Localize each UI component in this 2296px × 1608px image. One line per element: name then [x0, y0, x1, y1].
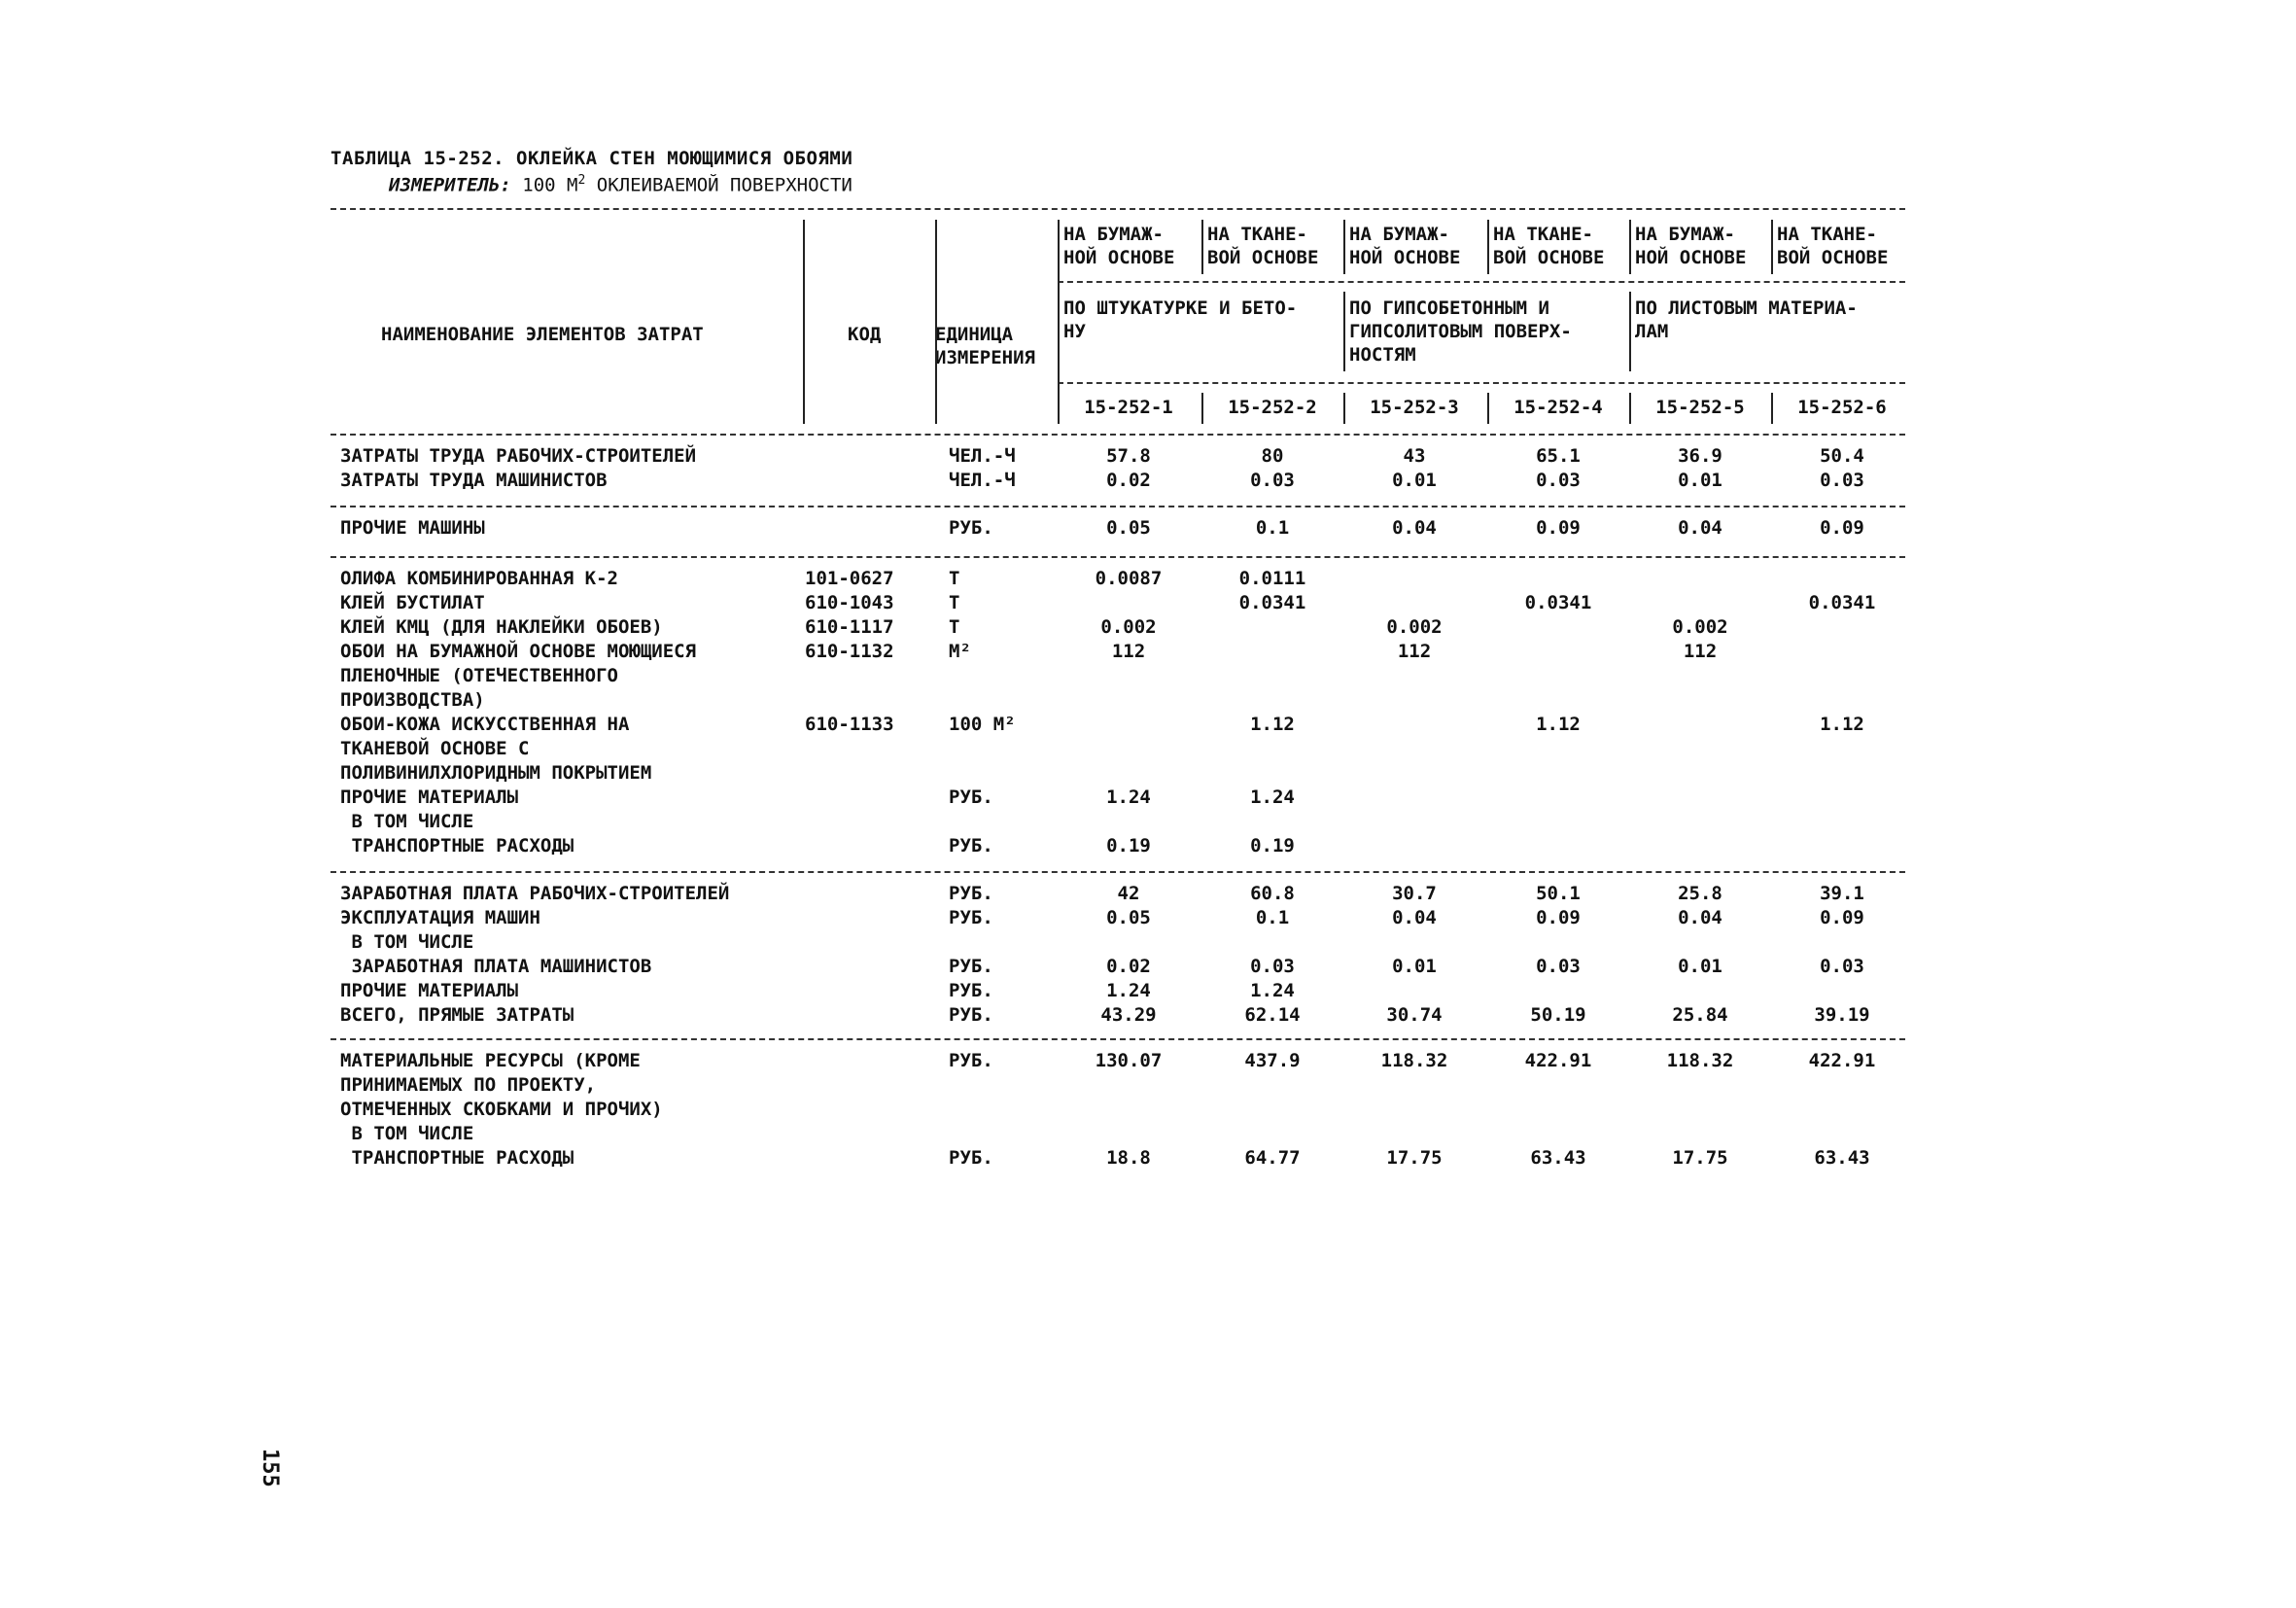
table-cell: 0.09: [1536, 907, 1581, 928]
row-code: 610-1117: [805, 616, 894, 638]
table-cell: 0.04: [1392, 517, 1437, 539]
table-separator: [330, 434, 1905, 436]
table-cell: 0.04: [1678, 907, 1722, 928]
header-column-type: НА ТКАНЕ-: [1777, 224, 1877, 245]
table-cell: 0.02: [1106, 956, 1151, 977]
header-group: ГИПСОЛИТОВЫМ ПОВЕРХ-: [1349, 321, 1572, 342]
table-cell: 42: [1117, 883, 1140, 904]
header-column-type: НА ТКАНЕ-: [1493, 224, 1593, 245]
table-cell: 112: [1683, 641, 1718, 662]
table-cell: 0.09: [1820, 517, 1864, 539]
header-separator: [1058, 382, 1905, 384]
table-cell: 50.19: [1530, 1004, 1586, 1026]
table-cell: 0.04: [1678, 517, 1722, 539]
table-cell: 0.1: [1255, 907, 1290, 928]
table-cell: 60.8: [1250, 883, 1295, 904]
table-cell: 0.002: [1100, 616, 1157, 638]
header-group: ПО ГИПСОБЕТОННЫМ И: [1349, 297, 1549, 319]
table-cell: 437.9: [1244, 1050, 1301, 1071]
header-code-number: 15-252-1: [1084, 397, 1173, 418]
header-column-type: НОЙ ОСНОВЕ: [1063, 247, 1175, 268]
header-code: КОД: [848, 324, 882, 345]
header-divider: [1629, 292, 1631, 371]
measure-line: [389, 173, 852, 195]
header-column-type: НА ТКАНЕ-: [1207, 224, 1307, 245]
row-unit: РУБ.: [949, 1147, 993, 1169]
table-cell: 130.07: [1095, 1050, 1163, 1071]
table-cell: 0.0111: [1238, 568, 1306, 589]
row-name: В ТОМ ЧИСЛЕ: [340, 811, 474, 832]
header-divider: [1201, 220, 1203, 274]
row-name: ВСЕГО, ПРЯМЫЕ ЗАТРАТЫ: [340, 1004, 574, 1026]
row-unit: Т: [949, 568, 960, 589]
table-title: ТАБЛИЦА 15-252. ОКЛЕЙКА СТЕН МОЮЩИМИСЯ ОБОЯМИ: [330, 148, 853, 169]
table-cell: 0.03: [1820, 470, 1864, 491]
table-cell: 25.84: [1672, 1004, 1728, 1026]
header-group: НОСТЯМ: [1349, 344, 1416, 366]
table-cell: 0.03: [1250, 470, 1295, 491]
header-divider: [803, 220, 805, 424]
table-separator: [330, 871, 1905, 873]
table-cell: 17.75: [1672, 1147, 1728, 1169]
header-divider: [935, 220, 937, 424]
table-separator: [330, 506, 1905, 507]
row-unit: РУБ.: [949, 835, 993, 856]
table-cell: 80: [1261, 445, 1284, 467]
measure-value: 100 М: [522, 174, 578, 196]
header-divider: [1343, 292, 1345, 371]
table-cell: 17.75: [1386, 1147, 1443, 1169]
table-cell: 18.8: [1106, 1147, 1151, 1169]
table-cell: 62.14: [1244, 1004, 1301, 1026]
row-name: ОЛИФА КОМБИНИРОВАННАЯ К-2: [340, 568, 618, 589]
header-group: ЛАМ: [1635, 321, 1669, 342]
header-column-type: НА БУМАЖ-: [1063, 224, 1164, 245]
row-name: КЛЕЙ БУСТИЛАТ: [340, 592, 485, 613]
table-cell: 0.03: [1820, 956, 1864, 977]
row-name: ТРАНСПОРТНЫЕ РАСХОДЫ: [340, 1147, 574, 1169]
measure-sup: 2: [577, 173, 586, 188]
header-column-type: НА БУМАЖ-: [1349, 224, 1449, 245]
page-number: 155: [258, 1449, 282, 1487]
table-cell: 118.32: [1380, 1050, 1448, 1071]
table-cell: 0.05: [1106, 517, 1151, 539]
header-code-number: 15-252-3: [1370, 397, 1459, 418]
table-cell: 0.002: [1386, 616, 1443, 638]
measure-label: ИЗМЕРИТЕЛЬ:: [389, 174, 511, 196]
header-code-number: 15-252-5: [1655, 397, 1745, 418]
table-cell: 57.8: [1106, 445, 1151, 467]
table-cell: 1.12: [1820, 714, 1864, 735]
row-unit: РУБ.: [949, 907, 993, 928]
table-cell: 0.01: [1392, 470, 1437, 491]
row-name: ТКАНЕВОЙ ОСНОВЕ С: [340, 738, 530, 759]
table-cell: 422.91: [1808, 1050, 1876, 1071]
row-name: ОБОИ-КОЖА ИСКУССТВЕННАЯ НА: [340, 714, 630, 735]
header-divider: [1343, 220, 1345, 274]
table-cell: 0.02: [1106, 470, 1151, 491]
header-unit-line2: ИЗМЕРЕНИЯ: [935, 347, 1035, 368]
table-cell: 0.0341: [1238, 592, 1306, 613]
row-name: КЛЕЙ КМЦ (ДЛЯ НАКЛЕЙКИ ОБОЕВ): [340, 616, 663, 638]
table-cell: 1.12: [1536, 714, 1581, 735]
table-cell: 63.43: [1530, 1147, 1586, 1169]
table-cell: 0.04: [1392, 907, 1437, 928]
table-cell: 0.01: [1678, 956, 1722, 977]
table-cell: 1.24: [1106, 787, 1151, 808]
table-cell: 39.19: [1814, 1004, 1870, 1026]
table-cell: 43: [1403, 445, 1426, 467]
row-unit: РУБ.: [949, 787, 993, 808]
table-cell: 0.03: [1250, 956, 1295, 977]
table-cell: 1.12: [1250, 714, 1295, 735]
row-unit: РУБ.: [949, 956, 993, 977]
header-code-number: 15-252-2: [1228, 397, 1317, 418]
row-code: 610-1133: [805, 714, 894, 735]
header-divider: [1487, 220, 1489, 274]
table-cell: 422.91: [1524, 1050, 1592, 1071]
row-unit: ЧЕЛ.-Ч: [949, 470, 1016, 491]
header-column-type: ВОЙ ОСНОВЕ: [1493, 247, 1605, 268]
table-cell: 0.0341: [1524, 592, 1592, 613]
table-cell: 0.09: [1536, 517, 1581, 539]
table-cell: 43.29: [1100, 1004, 1157, 1026]
table-cell: 0.002: [1672, 616, 1728, 638]
table-cell: 30.74: [1386, 1004, 1443, 1026]
table-cell: 1.24: [1250, 980, 1295, 1001]
row-name: ЗАРАБОТНАЯ ПЛАТА МАШИНИСТОВ: [340, 956, 652, 977]
header-divider: [1771, 220, 1773, 274]
table-cell: 0.01: [1678, 470, 1722, 491]
table-cell: 0.03: [1536, 470, 1581, 491]
table-cell: 112: [1397, 641, 1432, 662]
table-cell: 1.24: [1106, 980, 1151, 1001]
row-unit: Т: [949, 616, 960, 638]
row-name: В ТОМ ЧИСЛЕ: [340, 931, 474, 953]
header-name: НАИМЕНОВАНИЕ ЭЛЕМЕНТОВ ЗАТРАТ: [381, 324, 704, 345]
table-cell: 50.1: [1536, 883, 1581, 904]
table-cell: 118.32: [1666, 1050, 1734, 1071]
header-divider: [1058, 220, 1060, 424]
measure-text: ОКЛЕИВАЕМОЙ ПОВЕРХНОСТИ: [585, 174, 852, 196]
header-group: НУ: [1063, 321, 1086, 342]
header-group: ПО ЛИСТОВЫМ МАТЕРИА-: [1635, 297, 1858, 319]
row-name: В ТОМ ЧИСЛЕ: [340, 1123, 474, 1144]
table-cell: 112: [1111, 641, 1146, 662]
header-column-type: НОЙ ОСНОВЕ: [1349, 247, 1461, 268]
row-unit: Т: [949, 592, 960, 613]
table-cell: 30.7: [1392, 883, 1437, 904]
table-cell: 65.1: [1536, 445, 1581, 467]
header-column-type: НОЙ ОСНОВЕ: [1635, 247, 1747, 268]
table-cell: 0.1: [1255, 517, 1290, 539]
header-group: ПО ШТУКАТУРКЕ И БЕТО-: [1063, 297, 1298, 319]
table-cell: 39.1: [1820, 883, 1864, 904]
row-name: ПРОЧИЕ МАТЕРИАЛЫ: [340, 980, 519, 1001]
header-unit-line1: ЕДИНИЦА: [935, 324, 1014, 345]
row-name: ЗАРАБОТНАЯ ПЛАТА РАБОЧИХ-СТРОИТЕЛЕЙ: [340, 883, 730, 904]
table-cell: 50.4: [1820, 445, 1864, 467]
header-code-number: 15-252-6: [1797, 397, 1887, 418]
row-code: 610-1132: [805, 641, 894, 662]
row-unit: РУБ.: [949, 883, 993, 904]
row-name: ОТМЕЧЕННЫХ СКОБКАМИ И ПРОЧИХ): [340, 1099, 663, 1120]
row-name: ОБОИ НА БУМАЖНОЙ ОСНОВЕ МОЮЩИЕСЯ: [340, 641, 697, 662]
row-unit: РУБ.: [949, 1050, 993, 1071]
row-unit: РУБ.: [949, 517, 993, 539]
table-cell: 0.19: [1106, 835, 1151, 856]
row-code: 101-0627: [805, 568, 894, 589]
table-cell: 25.8: [1678, 883, 1722, 904]
row-name: ПРОЧИЕ МАШИНЫ: [340, 517, 485, 539]
header-column-type: ВОЙ ОСНОВЕ: [1777, 247, 1889, 268]
row-unit: М²: [949, 641, 971, 662]
row-name: ЗАТРАТЫ ТРУДА МАШИНИСТОВ: [340, 470, 608, 491]
row-unit: 100 М²: [949, 714, 1016, 735]
table-separator: [330, 1038, 1905, 1040]
row-unit: РУБ.: [949, 1004, 993, 1026]
table-cell: 36.9: [1678, 445, 1722, 467]
row-name: ПЛЕНОЧНЫЕ (ОТЕЧЕСТВЕННОГО: [340, 665, 618, 686]
table-cell: 0.01: [1392, 956, 1437, 977]
header-separator: [1058, 281, 1905, 283]
row-unit: ЧЕЛ.-Ч: [949, 445, 1016, 467]
header-column-type: ВОЙ ОСНОВЕ: [1207, 247, 1319, 268]
table-cell: 0.09: [1820, 907, 1864, 928]
row-name: ЭКСПЛУАТАЦИЯ МАШИН: [340, 907, 540, 928]
row-code: 610-1043: [805, 592, 894, 613]
row-name: ПРОИЗВОДСТВА): [340, 689, 485, 711]
row-unit: РУБ.: [949, 980, 993, 1001]
row-name: МАТЕРИАЛЬНЫЕ РЕСУРСЫ (КРОМЕ: [340, 1050, 641, 1071]
header-divider: [1629, 220, 1631, 274]
table-separator: [330, 208, 1905, 210]
row-name: ПРОЧИЕ МАТЕРИАЛЫ: [340, 787, 519, 808]
table-cell: 0.0087: [1095, 568, 1163, 589]
table-cell: 0.19: [1250, 835, 1295, 856]
table-cell: 1.24: [1250, 787, 1295, 808]
table-cell: 0.0341: [1808, 592, 1876, 613]
row-name: ПРИНИМАЕМЫХ ПО ПРОЕКТУ,: [340, 1074, 597, 1096]
table-cell: 0.05: [1106, 907, 1151, 928]
table-separator: [330, 556, 1905, 558]
row-name: ПОЛИВИНИЛХЛОРИДНЫМ ПОКРЫТИЕМ: [340, 762, 652, 784]
header-column-type: НА БУМАЖ-: [1635, 224, 1735, 245]
header-code-number: 15-252-4: [1513, 397, 1603, 418]
table-cell: 0.03: [1536, 956, 1581, 977]
table-cell: 64.77: [1244, 1147, 1301, 1169]
row-name: ЗАТРАТЫ ТРУДА РАБОЧИХ-СТРОИТЕЛЕЙ: [340, 445, 697, 467]
row-name: ТРАНСПОРТНЫЕ РАСХОДЫ: [340, 835, 574, 856]
table-cell: 63.43: [1814, 1147, 1870, 1169]
